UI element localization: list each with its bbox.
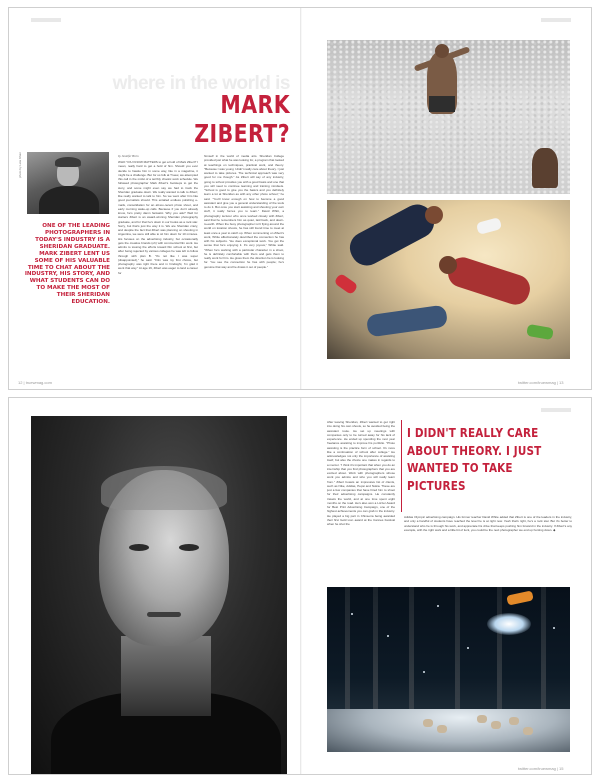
folio-left: 12 | truewmag.com xyxy=(18,380,52,385)
folio-right-bottom: twitter.com/truewmag | 15 xyxy=(518,766,564,771)
photographer-portrait xyxy=(27,152,109,214)
headline-kicker: where in the world is xyxy=(112,73,290,94)
headline-title: MARK ZIBERT? xyxy=(194,90,290,148)
article-column-1: WHO YOU KNOW MATTERS to get a hold of Mark Zibert? I mean, really hard to get a hold of him. Should you ever decide to hassle him in some way, like in a magazine, it might be a challenge. But for us folk at Truew, we attempted this call in the midst of a terribly chaotic work schedule. We followed photographer Mark Zibert's footsteps to get the story, and some might even say we had to track the Sheridan graduate down. We really wanted to talk to Zibert; like really wanted to talk to him. So we went after him like good journalists should. This entailed endless polishing e-mails, consolidation for an all-too-recent photo shoot, and early morning wake-up calls. Because if you don't already know, he's pretty damn fantastic. Why you ask? Well for starters Zibert is an award-winning Sheridan photography graduate, and for that he's down in our books as a rock star. Sorry, but that's just the way it is. We are Sheridan crazy, and despite the fact that Zibert was planning on shooting in Argentina, we were still able to sit him down for 10 minutes. His focuses on the advertising industry, but occasionally gets the creative brands (oh) with commercial film work. He admits to tossing the efforts toward film school at first, but after being rejected by various colleges he was left to follow through with plan B. "It's not like I was super (disappointed)," he said. "Film was my first choice, but photography was right there and in hindsight, I'm glad it went that way." At age 19, Zibert was eager to land a career for xyxy=(118,160,198,275)
article-column-3: After leaving Sheridan, Zibert wanted to get right into doing his own shoots, so he avoided being the assistant route. He set up meetings with companies only to be turned away for his lack of experience. He ended up spending the next year freelance assisting to improve his portfolio. "Photo assisting is the practice form of school. It's more like a continuation of school after college." He acknowledges not only the importance of assisting itself, but also the choice one makes in regards to a mentor. "I think it's important that when you do an internship that you find photographers that you are excited about. Work with photographers whose work you admire and who you will really learn from." Zibert boasts an impressive list of clients, such as Nike, Adidas, Pepsi and Nokia. These are just a few companies that have hired him to shoot for their advertising campaigns. He constantly travels the world, and at one time spent eight months on the road. He's also won a Lürzer Award for Best Print Advertising Campaign, one of the highest achievements you can grab in the industry. He played a big part in China-nia being awarded their first Gold Lion award at the Cannes Festival when he shot the xyxy=(327,420,395,526)
photo-breakdancers xyxy=(327,200,570,359)
section-tab-left xyxy=(31,18,61,22)
byline: by Jennifer Horn xyxy=(118,154,139,158)
photo-man-in-flower-field xyxy=(327,40,570,194)
section-tab-right xyxy=(541,408,571,412)
article-column-4: Adidas Olympic advertising campaign. His former teacher David White added that Zibert is one of the leaders in the industry, and only a handful of students have reached the level he is at right now. Yeah that's right, he's a rock star. But it's better to understand who he is through his work, and appreciate his drive that keeps pushing him forward in the industry. If Zibert's any example, with the right work and a little bit of luck, you could be the next photographer we end up hunting down. ◆ xyxy=(404,515,572,532)
photo-portrait-closeup xyxy=(31,416,287,774)
big-pull-quote: I DIDN'T REALLY CARE ABOUT THEORY. I JUST WANTED TO TAKE PICTURES xyxy=(407,425,542,493)
pull-quote: ONE OF THE LEADING PHOTOGRAPHERS IN TODAY'S INDUSTRY IS A SHERIDAN GRADUATE. MARK ZIBERT LENT US SOME OF HIS VALUABLE TIME TO CHAT ABOUT THE INDUSTRY, HIS STORY, AND WHAT STUDENTS CAN DO TO MAKE THE MOST OF THEIR SHERIDAN EDUCATION. xyxy=(24,223,110,306)
photo-night-forest-deer xyxy=(327,587,570,752)
folio-right: twitter.com/truewmag | 13 xyxy=(518,380,564,385)
section-tab-right xyxy=(541,18,571,22)
page-gutter xyxy=(300,398,302,774)
photo-credit: photo by Leta Khan xyxy=(18,152,22,179)
page-gutter xyxy=(300,8,302,389)
article-column-2: himself in the world of media arts. Sheridan College provided just what he was looking for, a program that looked at teachings on techniques, practical work, and theory. "Because I was young I didn't really care about theory. I just wanted to take pictures. The technical approach was very good for me though." As Zibert will say of any industry, going to school provides you with a good basis and one that you will need to continue learning and training mindsets. "School is good to give you the basics and you definitely learn a lot at Sheridan as with any other photo school," he said. "You'll know enough on how to become a good assistant and give you a general understanding of the tools to do it. But once you start assisting and shooting your own stuff, it really forces you to learn." David Whitt, a photography lecturer who once worked closely with Zibert, said that he remembers him as quiet, laid back, and down-to-earth. When the busy photographer isn't flying around the world on location shoots, he has still found time to meet at least once a year to catch up. When commenting on Zibert's work, White affectionately described the connection he has with his subjects. "He does exceptional work. You get the sense that he's enjoying it. It's very joyous," White said. "When he's working with a particular character in a shoot, he is definitely comfortable with them and gets them to really work for him. He gives them the direction he is looking for. You see the connection he has with people; he's genuine that way and he draws it out of people." xyxy=(204,154,284,269)
quote-rule xyxy=(401,420,402,512)
